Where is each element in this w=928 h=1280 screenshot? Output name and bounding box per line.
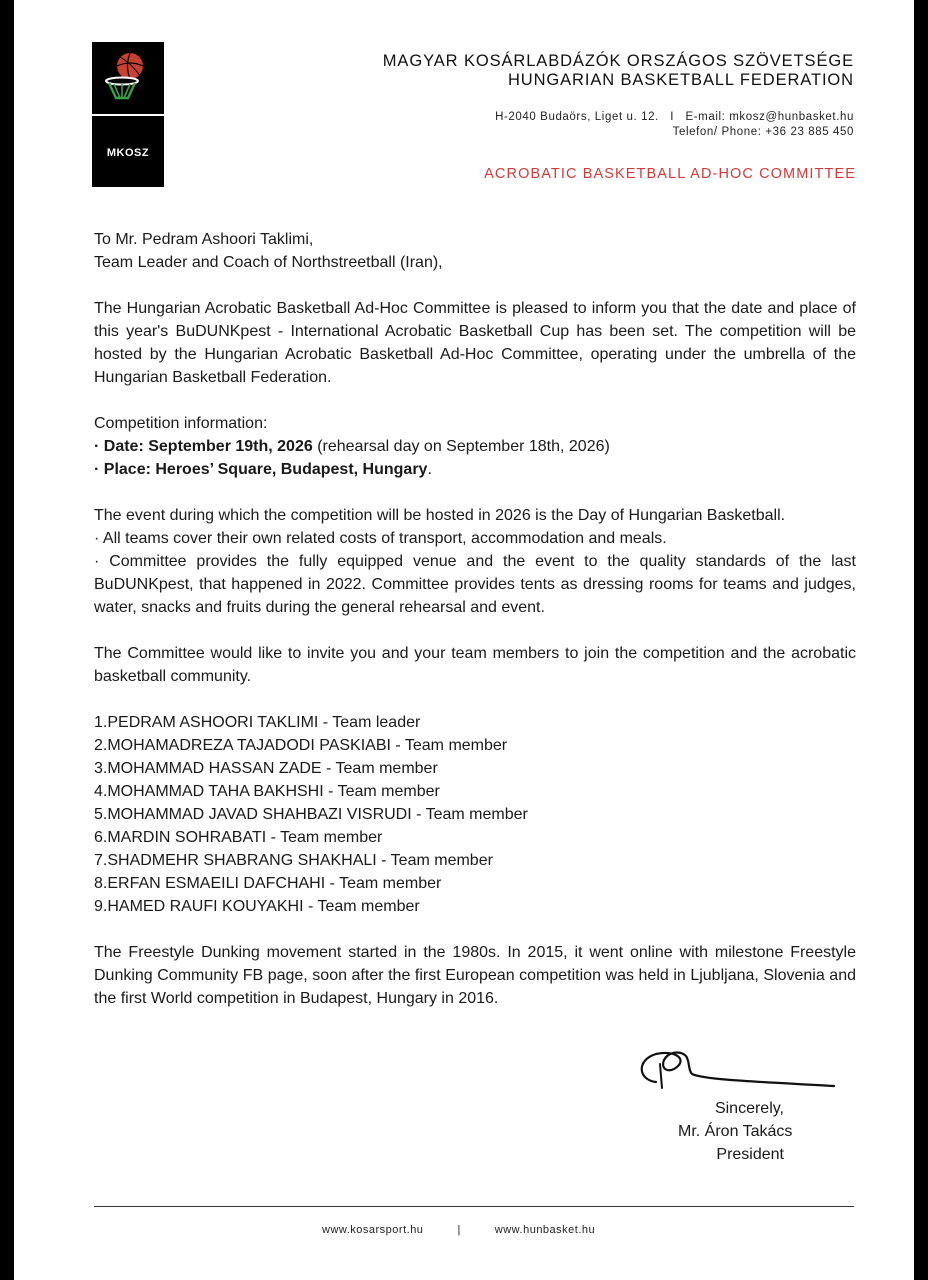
footer-link-kosarsport[interactable]: www.kosarsport.hu xyxy=(322,1224,424,1236)
list-item: 1.PEDRAM ASHOORI TAKLIMI - Team leader xyxy=(94,714,421,731)
salutation-role: Team Leader and Coach of Northstreetball (Iran), xyxy=(94,254,443,271)
footer-link-hunbasket[interactable]: www.hunbasket.hu xyxy=(494,1224,596,1236)
org-name-hungarian: MAGYAR KOSÁRLABDÁZÓK ORSZÁGOS SZÖVETSÉGE xyxy=(382,52,854,70)
federation-logo xyxy=(92,42,164,114)
footer-divider xyxy=(94,1206,854,1207)
address-email-line: H-2040 Budaörs, Liget u. 12. I E-mail: mkosz@hunbasket.hu xyxy=(495,111,854,123)
logo-text: MKOSZ xyxy=(106,147,150,159)
phone-line: Telefon/ Phone: +36 23 885 450 xyxy=(672,126,854,138)
date-label: · Date: September 19th, 2026 xyxy=(94,438,313,455)
org-name-english: HUNGARIAN BASKETBALL FEDERATION xyxy=(507,71,854,89)
place-label: · Place: Heroes’ Square, Budapest, Hungary xyxy=(94,461,428,478)
place-line xyxy=(94,458,856,481)
signer-title: President xyxy=(716,1146,784,1163)
list-item: 5.MOHAMMAD JAVAD SHAHBAZI VISRUDI - Team member xyxy=(94,806,528,823)
footer-separator: | xyxy=(457,1224,461,1236)
list-item: 9.HAMED RAUFI KOUYAKHI - Team member xyxy=(94,898,420,915)
committee-heading: ACROBATIC BASKETBALL AD-HOC COMMITTEE xyxy=(484,166,856,182)
mkosz-logo-block xyxy=(92,116,164,187)
list-item: 3.MOHAMMAD HASSAN ZADE - Team member xyxy=(94,760,438,777)
list-item: 2.MOHAMADREZA TAJADODI PASKIABI - Team member xyxy=(94,737,508,754)
salutation-name: To Mr. Pedram Ashoori Taklimi, xyxy=(94,231,314,248)
place-end: . xyxy=(427,461,432,478)
history-paragraph: The Freestyle Dunking movement started in the 1980s. In 2015, it went online with milestone Freestyle Dunking Community FB page, soon after the first European competition was held in Ljubljana, Slovenia and the first World competition in Budapest, Hungary in 2016. xyxy=(94,944,856,1007)
signer-name: Mr. Áron Takács xyxy=(678,1123,793,1140)
organization-name xyxy=(383,52,854,90)
list-item: 4.MOHAMMAD TAHA BAKHSHI - Team member xyxy=(94,783,440,800)
letter-page xyxy=(14,0,914,1280)
closing-block xyxy=(678,1097,793,1166)
list-item: 8.ERFAN ESMAEILI DAFCHAHI - Team member xyxy=(94,875,442,892)
info-heading: Competition information: xyxy=(94,415,268,432)
letter-body xyxy=(94,228,856,1010)
event-line: The event during which the competition will be hosted in 2026 is the Day of Hungarian Basketball. xyxy=(94,507,786,524)
venue-bullet: · Committee provides the fully equipped venue and the event to the quality standards of the last BuDUNKpest, that happened in 2022. Committee provides tents as dressing rooms for teams and judges, water, snacks and fruits during the general rehearsal and event. xyxy=(94,553,856,616)
date-note: (rehearsal day on September 18th, 2026) xyxy=(312,438,610,455)
date-line xyxy=(94,435,856,458)
team-member-list xyxy=(94,711,856,918)
contact-info xyxy=(495,110,854,140)
basketball-hoop-icon xyxy=(92,42,164,114)
intro-paragraph: The Hungarian Acrobatic Basketball Ad-Hoc Committee is pleased to inform you that the date and place of this year's BuDUNKpest - International Acrobatic Basketball Cup has been set. The competition will be hosted by the Hungarian Acrobatic Basketball Ad-Hoc Committee, operating under the umbrella of the Hungarian Basketball Federation. xyxy=(94,300,856,386)
footer xyxy=(322,1224,595,1236)
invite-paragraph: The Committee would like to invite you and your team members to join the competition and the acrobatic basketball community. xyxy=(94,645,856,685)
costs-bullet: · All teams cover their own related costs of transport, accommodation and meals. xyxy=(94,530,667,547)
closing-text: Sincerely, xyxy=(714,1100,784,1117)
list-item: 6.MARDIN SOHRABATI - Team member xyxy=(94,829,383,846)
list-item: 7.SHADMEHR SHABRANG SHAKHALI - Team member xyxy=(94,852,493,869)
signature-icon xyxy=(634,1044,864,1094)
